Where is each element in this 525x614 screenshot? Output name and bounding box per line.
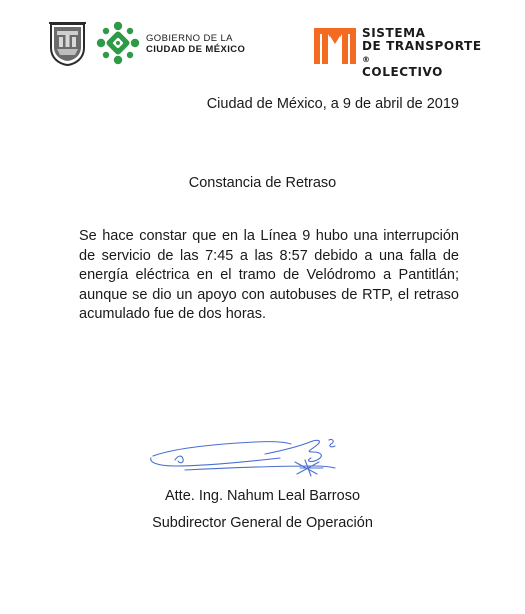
- cdmx-wordmark-line2: CIUDAD DE MÉXICO: [146, 44, 246, 55]
- cdmx-logo: [95, 20, 141, 66]
- handwritten-signature: [145, 428, 350, 486]
- stc-metro-logo: [312, 24, 358, 66]
- stc-wordmark-line3: COLECTIVO: [362, 65, 443, 79]
- signer-name: Atte. Ing. Nahum Leal Barroso: [164, 488, 361, 504]
- stc-wordmark-line2: DE TRANSPORTE: [362, 39, 482, 53]
- signer-role: Subdirector General de Operación: [152, 515, 373, 531]
- stc-wordmark: [362, 27, 482, 79]
- registered-mark: ®: [362, 55, 370, 64]
- cdmx-wordmark: [146, 33, 245, 55]
- coat-of-arms-logo: [49, 22, 86, 66]
- document-title: Constancia de Retraso: [188, 175, 337, 191]
- cdmx-wordmark-line1: GOBIERNO DE LA: [146, 33, 233, 44]
- document-date: Ciudad de México, a 9 de abril de 2019: [206, 96, 459, 112]
- stc-wordmark-line1: SISTEMA: [362, 26, 426, 40]
- document-body: Se hace constar que en la Línea 9 hubo una interrupción de servicio de las 7:45 a las 8:57 debido a una falla de energía eléctrica en el tramo de Velódromo a Pantitlán; aunque se dio un apoyo con autobuses de RTP, el retraso acumulado fue de dos horas.: [79, 228, 459, 322]
